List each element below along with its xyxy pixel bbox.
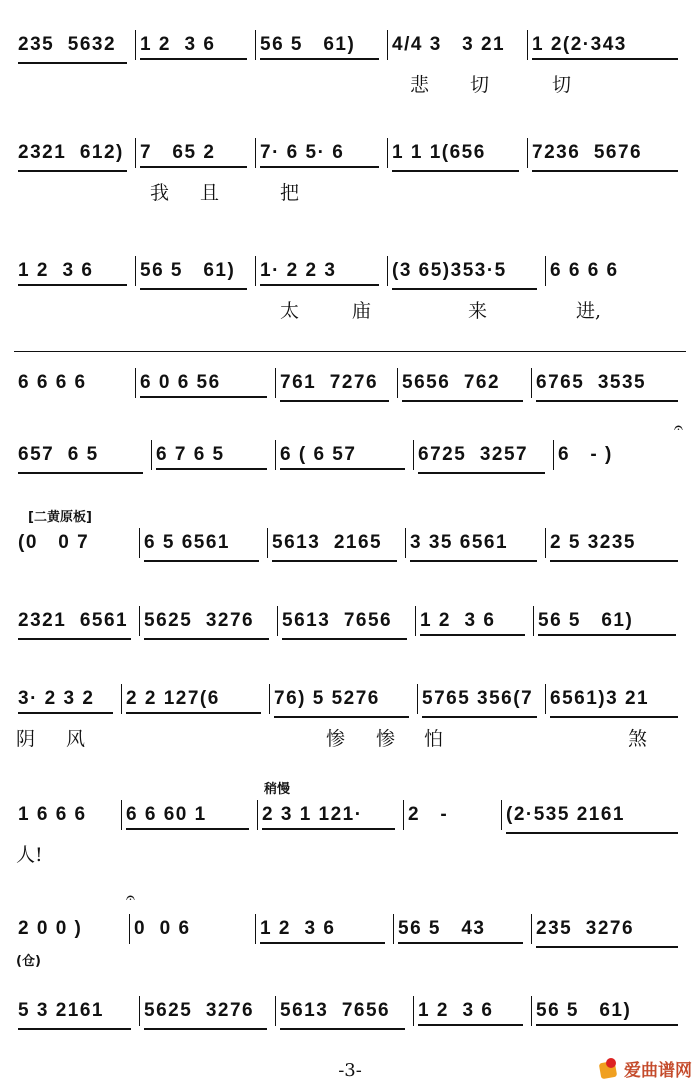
measure: 1 2 3 6 (136, 30, 256, 60)
measure: 6 - ) (558, 444, 613, 465)
lyric: 我 (150, 182, 170, 204)
measure: 6 7 6 5 (152, 440, 276, 470)
tie-line (14, 351, 686, 352)
measure: 1 2 3 6 (414, 996, 532, 1026)
lyric: 进, (576, 300, 602, 322)
measure: 1 6 6 6 (14, 800, 122, 830)
measure: 6 6 6 6 (14, 368, 136, 398)
lyric: 阴 (16, 728, 36, 750)
lyric: 太 (280, 300, 300, 322)
tempo-tag: [二黄原板] (28, 510, 92, 525)
measure: 5613 7656 (276, 996, 414, 1026)
measure: 76) 5 5276 (270, 684, 418, 714)
measure: 1 2(2·343 (528, 30, 686, 60)
lyric: 怕 (424, 728, 444, 750)
lyric: 庙 (352, 300, 372, 322)
measure: (2·535 2161 (502, 800, 686, 830)
measure: 1 2 3 6 (416, 606, 534, 636)
measure: 6 6 60 1 (122, 800, 258, 830)
measure: (0 0 7 (14, 528, 140, 558)
measure: 2 5 3235 (546, 528, 686, 558)
page-number: -3- (338, 1060, 362, 1081)
measure: 5613 2165 (268, 528, 406, 558)
lyrics-line (14, 70, 686, 96)
measure: 5765 356(7 (418, 684, 546, 714)
lyric: 煞 (628, 728, 648, 750)
measure: (3 65)353·5 (388, 256, 546, 286)
measure: 761 7276 (276, 368, 398, 398)
measure: 6561)3 21 (546, 684, 686, 714)
measure: 1 2 3 6 (256, 914, 394, 944)
measure: 1 2 3 6 (14, 256, 136, 286)
lyrics-line (14, 840, 686, 866)
measure: 657 6 5 (14, 440, 152, 470)
measure: 3 35 6561 (406, 528, 546, 558)
lyric: 人! (16, 844, 43, 866)
measure: 56 5 43 (394, 914, 532, 944)
measure: 7· 6 5· 6 (256, 138, 388, 168)
measure: 1 1 1(656 (388, 138, 528, 168)
measure: 235 5632 (14, 30, 136, 60)
fermata-icon: 𝄐 (674, 418, 683, 437)
measure: 4/4 3 3 21 (388, 30, 528, 60)
measure: 2321 6561 (14, 606, 140, 636)
measure: 2321 612) (14, 138, 136, 168)
lyric: 切 (470, 74, 490, 96)
watermark-text: 爱曲谱网 (624, 1061, 692, 1081)
measure: 3· 2 3 2 (14, 684, 122, 714)
watermark (598, 1056, 692, 1081)
measure: 6725 3257 (414, 440, 554, 470)
measure: 6765 3535 (532, 368, 686, 398)
measure: 7236 5676 (528, 138, 686, 168)
measure: 6 5 6561 (140, 528, 268, 558)
measure: 1· 2 2 3 (256, 256, 388, 286)
measure: 5656 762 (398, 368, 532, 398)
measure: 6 6 6 6 (550, 260, 619, 281)
measure: 56 5 61) (256, 30, 388, 60)
lyric: 来 (468, 300, 488, 322)
lyric: 把 (280, 182, 300, 204)
measure: 2 0 0 ) (14, 914, 130, 944)
lyric: 切 (552, 74, 572, 96)
tempo-tag: 稍慢 (264, 782, 291, 797)
measure: 5 3 2161 (14, 996, 140, 1026)
lyrics-line (14, 724, 686, 750)
lyric: 风 (66, 728, 86, 750)
lyric: (仓) (16, 954, 41, 969)
measure: 2 3 1 121· (258, 800, 404, 830)
measure: 6 ( 6 57 (276, 440, 414, 470)
fermata-icon: 𝄐 (126, 888, 135, 907)
measure: 56 5 61) (534, 606, 684, 636)
measure: 235 3276 (532, 914, 686, 944)
measure: 2 - (404, 800, 502, 830)
lyric: 且 (200, 182, 220, 204)
measure: 0 0 6 (130, 914, 256, 944)
music-site-logo-icon (598, 1058, 620, 1080)
lyric: 惨 (376, 728, 396, 750)
measure: 56 5 61) (532, 996, 686, 1026)
lyrics-line (14, 950, 686, 976)
measure: 7 65 2 (136, 138, 256, 168)
measure: 5625 3276 (140, 996, 276, 1026)
lyric: 惨 (326, 728, 346, 750)
lyric: 悲 (410, 74, 430, 96)
measure: 5613 7656 (278, 606, 416, 636)
lyrics-line (14, 296, 686, 322)
measure: 6 0 6 56 (136, 368, 276, 398)
measure: 56 5 61) (136, 256, 256, 286)
measure: 5625 3276 (140, 606, 278, 636)
measure: 2 2 127(6 (122, 684, 270, 714)
lyrics-line (14, 178, 686, 204)
